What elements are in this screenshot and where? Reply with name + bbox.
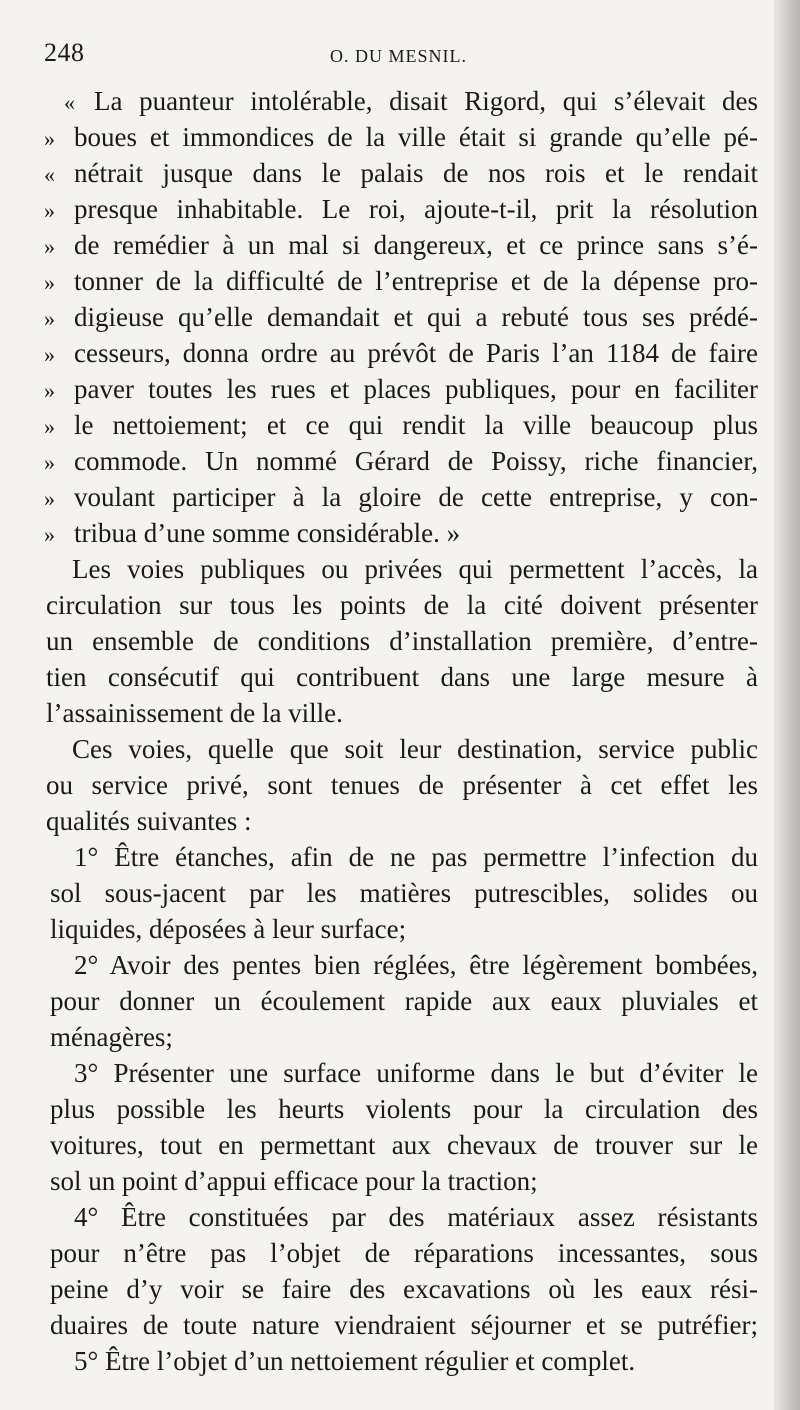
text-line: circulation sur tous les points de la cité doivent présenter bbox=[46, 590, 758, 620]
list-item-line: voitures, tout en permettant aux chevaux de trouver sur le bbox=[50, 1130, 758, 1160]
list-item-line: pour donner un écoulement rapide aux eaux pluviales et bbox=[50, 986, 758, 1016]
list-item-line: duaires de toute nature viendraient séjourner et se putréfier; bbox=[50, 1310, 758, 1340]
quote-line: » presque inhabitable. Le roi, ajoute-t-il, prit la résolution bbox=[44, 194, 758, 224]
list-item-line: liquides, déposées à leur surface; bbox=[50, 914, 407, 944]
quote-line: » commode. Un nommé Gérard de Poissy, riche financier, bbox=[44, 446, 758, 476]
quote-line: » boues et immondices de la ville était si grande qu’elle pé- bbox=[44, 122, 758, 152]
list-item-line: pour n’être pas l’objet de réparations incessantes, sous bbox=[50, 1238, 758, 1268]
text-line: ou service privé, sont tenues de présenter à cet effet les bbox=[46, 770, 758, 800]
running-title: O. DU MESNIL. bbox=[330, 46, 467, 66]
list-item-line: 4° Être constituées par des matériaux assez résistants bbox=[74, 1202, 758, 1232]
quote-line: « nétrait jusque dans le palais de nos rois et le rendait bbox=[44, 158, 758, 188]
quote-line: » le nettoiement; et ce qui rendit la ville beaucoup plus bbox=[44, 410, 758, 440]
list-item-line: 1° Être étanches, afin de ne pas permettre l’infection du bbox=[74, 842, 758, 872]
quote-line: » tonner de la difficulté de l’entreprise et de la dépense pro- bbox=[44, 266, 758, 296]
list-item-line: 5° Être l’objet d’un nettoiement régulier et complet. bbox=[74, 1346, 636, 1376]
list-item-line: 3° Présenter une surface uniforme dans le but d’éviter le bbox=[74, 1058, 758, 1088]
list-item-line: plus possible les heurts violents pour la circulation des bbox=[50, 1094, 758, 1124]
list-item-line: ménagères; bbox=[50, 1022, 173, 1052]
text-line: un ensemble de conditions d’installation première, d’entre- bbox=[46, 626, 758, 656]
list-item-line: sol un point d’appui efficace pour la traction; bbox=[50, 1166, 538, 1196]
quote-line: » digieuse qu’elle demandait et qui a rebuté tous ses prédé- bbox=[44, 302, 758, 332]
quote-line: » voulant participer à la gloire de cette entreprise, y con- bbox=[44, 482, 758, 512]
text-line: Ces voies, quelle que soit leur destination, service public bbox=[72, 734, 758, 764]
quote-line: » tribua d’une somme considérable. » bbox=[44, 518, 461, 548]
quote-line: » cesseurs, donna ordre au prévôt de Paris l’an 1184 de faire bbox=[44, 338, 758, 368]
list-item-line: 2° Avoir des pentes bien réglées, être légèrement bombées, bbox=[74, 950, 758, 980]
list-item-line: peine d’y voir se faire des excavations où les eaux rési- bbox=[50, 1274, 758, 1304]
text-line: tien consécutif qui contribuent dans une large mesure à bbox=[46, 662, 758, 692]
quote-line: » de remédier à un mal si dangereux, et ce prince sans s’é- bbox=[44, 230, 758, 260]
list-item-line: sol sous-jacent par les matières putrescibles, solides ou bbox=[50, 878, 758, 908]
page-header bbox=[44, 38, 754, 78]
page-number: 248 bbox=[44, 38, 85, 67]
text-line: qualités suivantes : bbox=[46, 806, 252, 836]
text-line: l’assainissement de la ville. bbox=[46, 698, 343, 728]
text-line: Les voies publiques ou privées qui permettent l’accès, la bbox=[72, 554, 758, 584]
quote-line: « La puanteur intolérable, disait Rigord, qui s’élevait des bbox=[64, 86, 758, 116]
quote-line: » paver toutes les rues et places publiques, pour en faciliter bbox=[44, 374, 758, 404]
